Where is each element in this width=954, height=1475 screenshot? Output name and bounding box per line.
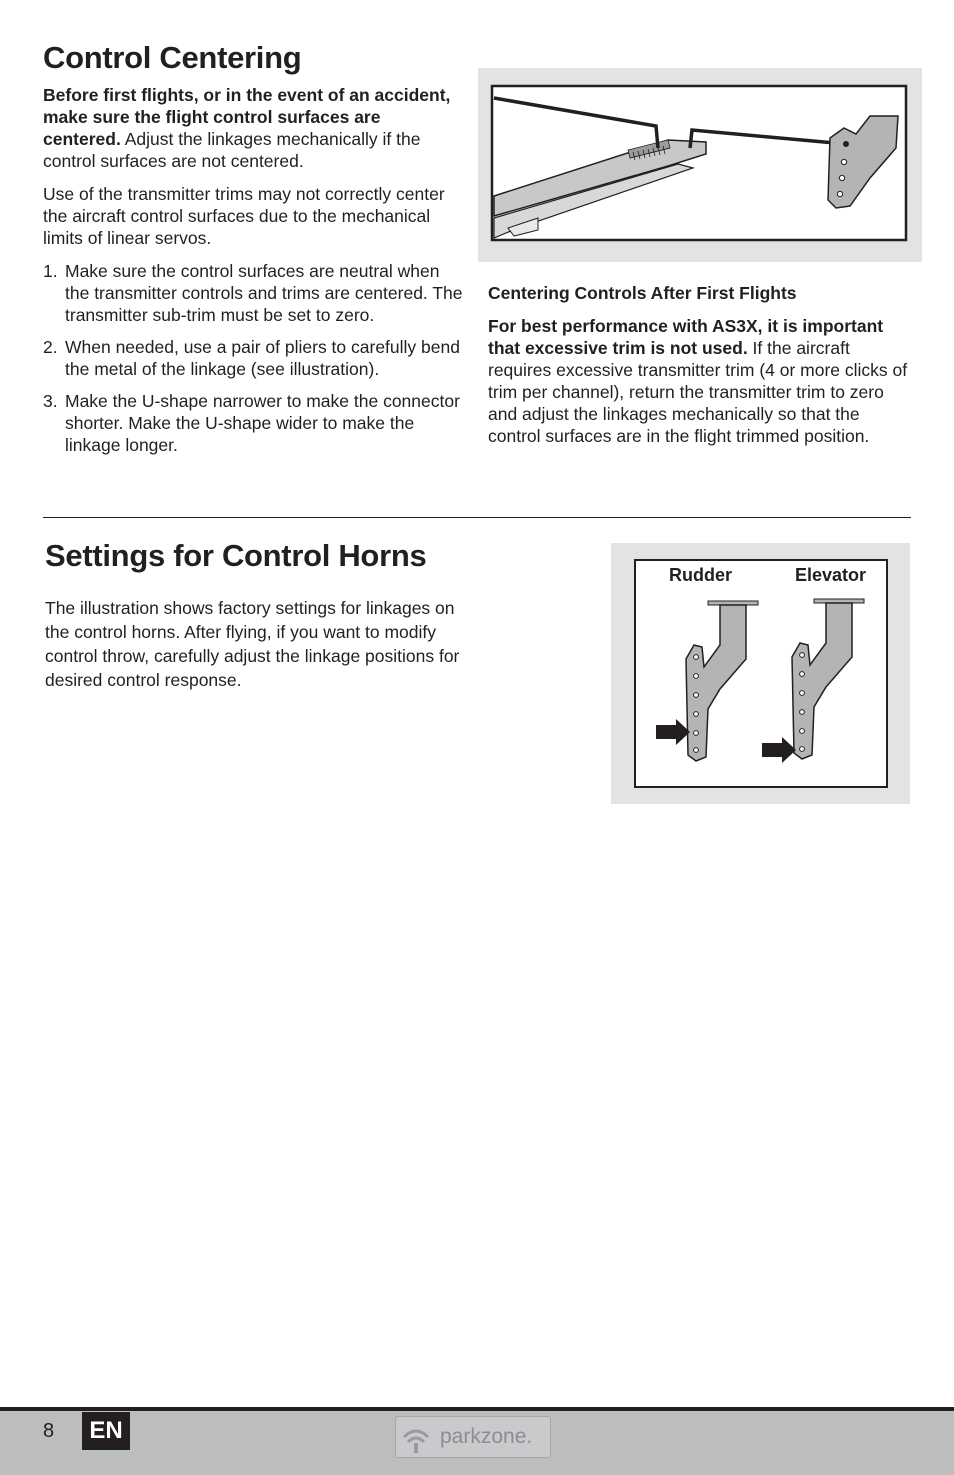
list-item bbox=[43, 390, 463, 456]
step-text: Make sure the control surfaces are neutral when the transmitter controls and trims are centered. The transmitter sub-trim must be set to zero. bbox=[65, 261, 463, 325]
intro-bold: Before first flights, or in the event of an accident, make sure the flight control surfaces are centered. bbox=[43, 85, 451, 149]
wireless-signal-icon bbox=[396, 1417, 440, 1457]
intro-rest: Adjust the linkages mechanically if the control surfaces are not centered. bbox=[43, 129, 421, 171]
elevator-label: Elevator bbox=[795, 565, 867, 585]
trims-paragraph: Use of the transmitter trims may not correctly center the aircraft control surfaces due to the mechanical limits of linear servos. bbox=[43, 184, 445, 248]
after-flights-section bbox=[488, 282, 913, 447]
step-text: Make the U-shape narrower to make the connector shorter. Make the U-shape wider to make the linkage longer. bbox=[65, 391, 460, 455]
page-number: 8 bbox=[43, 1420, 55, 1442]
control-horns-diagram-icon bbox=[634, 559, 888, 788]
brand-name: parkzone. bbox=[440, 1425, 533, 1448]
as3x-bold: For best performance with AS3X, it is important that excessive trim is not used. bbox=[488, 316, 884, 358]
control-horns-illustration bbox=[611, 543, 910, 804]
list-item bbox=[43, 336, 463, 380]
control-centering-text bbox=[43, 84, 463, 466]
language-badge: EN bbox=[82, 1412, 130, 1450]
control-centering-title: Control Centering bbox=[43, 40, 302, 75]
step-text: When needed, use a pair of pliers to carefully bend the metal of the linkage (see illustration). bbox=[65, 337, 460, 379]
control-horns-text: The illustration shows factory settings for linkages on the control horns. After flying, if you want to modify control throw, carefully adjust the linkage positions for desired control response. bbox=[45, 598, 460, 690]
rudder-label: Rudder bbox=[669, 565, 732, 585]
step-number: 1. bbox=[43, 261, 58, 281]
list-item bbox=[43, 260, 463, 326]
after-flights-heading: Centering Controls After First Flights bbox=[488, 283, 797, 303]
step-number: 3. bbox=[43, 391, 58, 411]
after-flights-paragraph bbox=[488, 315, 913, 447]
parkzone-logo bbox=[395, 1416, 551, 1458]
control-horns-title: Settings for Control Horns bbox=[45, 538, 427, 573]
intro-paragraph bbox=[43, 84, 463, 172]
as3x-rest: If the aircraft requires excessive transmitter trim (4 or more clicks of trim per channel), return the transmitter trim to zero and adjust the linkages mechanically so that the control surfaces are in the flight trimmed position. bbox=[488, 338, 908, 446]
pliers-bending-linkage-icon bbox=[478, 68, 922, 262]
centering-steps bbox=[43, 260, 463, 456]
step-number: 2. bbox=[43, 337, 58, 357]
pliers-illustration bbox=[478, 68, 922, 262]
section-divider bbox=[43, 517, 911, 518]
